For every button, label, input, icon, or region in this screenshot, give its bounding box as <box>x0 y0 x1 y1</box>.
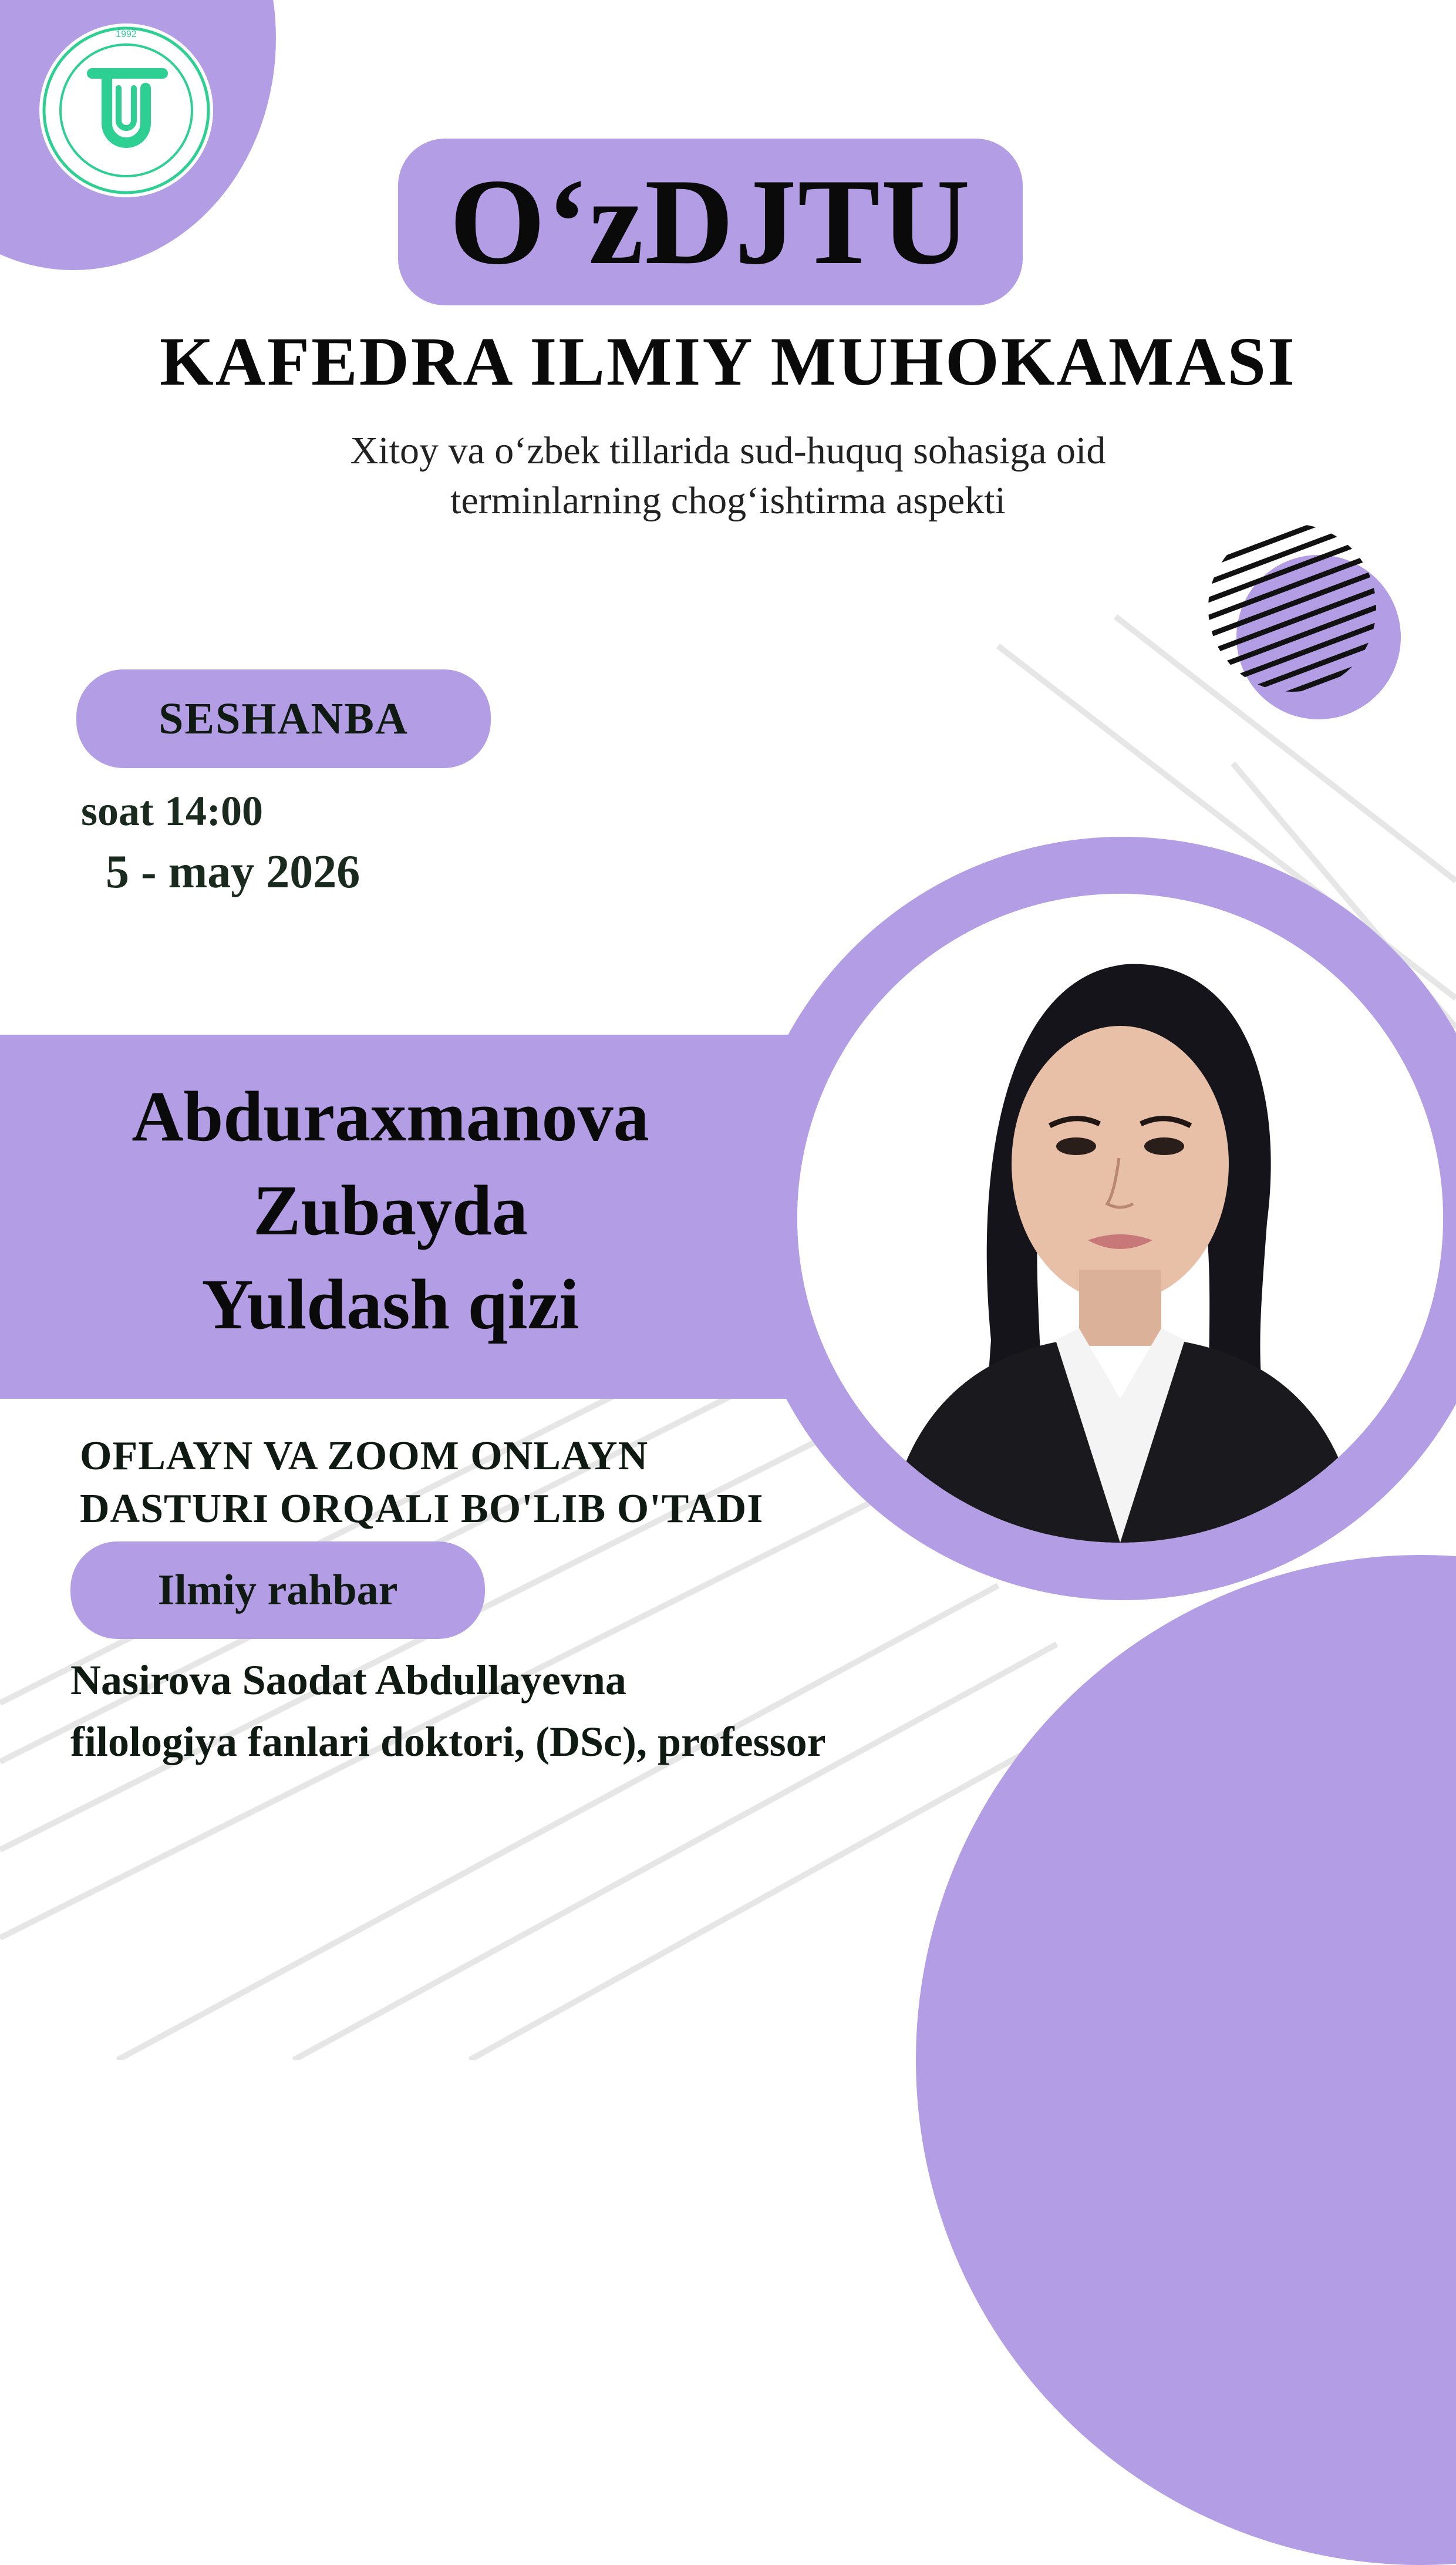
page-title: O‘zDJTU <box>449 153 972 290</box>
striped-circle-icon <box>1207 523 1377 693</box>
supervisor-label-badge: Ilmiy rahbar <box>70 1541 485 1639</box>
event-date: 5 - may 2026 <box>94 846 360 898</box>
supervisor-title: filologiya fanlari doktori, (DSc), professor <box>70 1718 826 1765</box>
format-line-1: OFLAYN VA ZOOM ONLAYN <box>80 1433 649 1479</box>
event-time: soat 14:00 <box>81 787 263 834</box>
portrait-photo <box>797 894 1443 1543</box>
day-badge: SESHANBA <box>76 669 491 768</box>
university-logo <box>36 21 216 200</box>
candidate-first-name: Zubayda <box>253 1171 528 1250</box>
event-subtitle: KAFEDRA ILMIY MUHOKAMASI <box>160 323 1296 400</box>
title-pill <box>398 139 1023 305</box>
portrait-illustration <box>797 894 1443 1543</box>
topic-line-1: Xitoy va o‘zbek tillarida sud-huquq sohasiga oid <box>350 429 1106 472</box>
format-line-2: DASTURI ORQALI BO'LIB O'TADI <box>80 1486 764 1531</box>
logo-year: 1992 <box>116 29 137 39</box>
topic-line-2: terminlarning chog‘ishtirma aspekti <box>450 479 1006 522</box>
supervisor-name: Nasirova Saodat Abdullayevna <box>70 1657 626 1704</box>
candidate-surname: Abduraxmanova <box>132 1077 649 1156</box>
candidate-patronymic: Yuldash qizi <box>201 1265 579 1344</box>
